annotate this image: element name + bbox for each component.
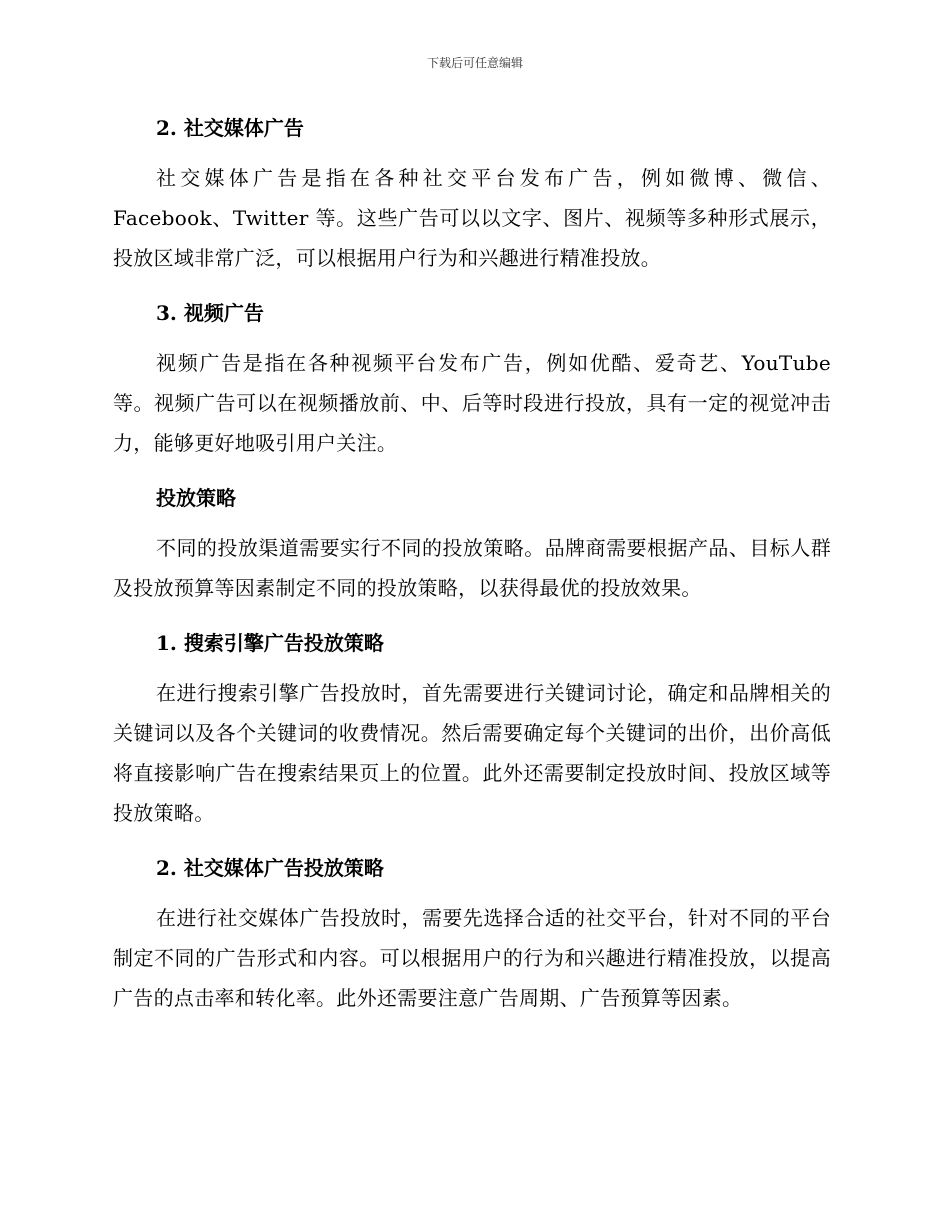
header-note: 下载后可任意编辑 [426, 56, 523, 70]
paragraph-social-strategy: 在进行社交媒体广告投放时，需要先选择合适的社交平台，针对不同的平台制定不同的广告形式和内容。可以根据用户的行为和兴趣进行精准投放，以提高广告的点击率和转化率。此外还需要注意广告周期、广告预算等因素。 [113, 906, 831, 1010]
paragraph-search-strategy: 在进行搜索引擎广告投放时，首先需要进行关键词讨论，确定和品牌相关的关键词以及各个关键词的收费情况。然后需要确定每个关键词的出价，出价高低将直接影响广告在搜索结果页上的位置。此外还需要制定投放时间、投放区域等投放策略。 [113, 681, 831, 825]
section-heading-video-ads: 3. 视频广告 [156, 301, 264, 325]
paragraph-video-ads: 视频广告是指在各种视频平台发布广告，例如优酷、爱奇艺、YouTube 等。视频广告可以在视频播放前、中、后等时段进行投放，具有一定的视觉冲击力，能够更好地吸引用户关注。 [113, 351, 831, 455]
section-heading-social-media-ads: 2. 社交媒体广告 [156, 116, 304, 140]
section-heading-social-strategy: 2. 社交媒体广告投放策略 [156, 856, 384, 880]
document-body [113, 108, 831, 1033]
section-heading-strategy: 投放策略 [156, 486, 236, 510]
paragraph-social-media-ads: 社交媒体广告是指在各种社交平台发布广告，例如微博、微信、Facebook、Twitter 等。这些广告可以以文字、图片、视频等多种形式展示，投放区域非常广泛，可以根据用户行为和兴趣进行精准投放。 [113, 166, 831, 270]
paragraph-strategy: 不同的投放渠道需要实行不同的投放策略。品牌商需要根据产品、目标人群及投放预算等因素制定不同的投放策略，以获得最优的投放效果。 [113, 536, 831, 600]
section-heading-search-strategy: 1. 搜索引擎广告投放策略 [156, 631, 384, 655]
